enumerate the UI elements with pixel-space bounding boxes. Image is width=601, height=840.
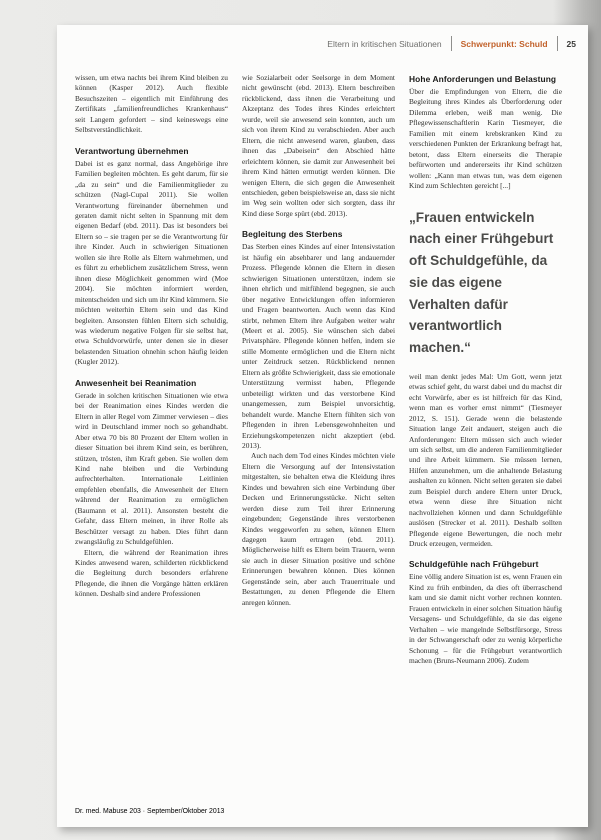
body-paragraph: Das Sterben eines Kindes auf einer Intensivstation ist häufig ein absehbarer und lang andauernder Prozess. Pflegende können die Eltern in diesen schwierigen Situationen unterstützen, indem sie ihnen ehrlich und mitfühlend begegnen, sie auch über negative Entwicklungen offen informieren und Fragen beantworten. Auch wenn das Kind stirbt, nehmen Eltern ihre Aufgaben weiter wahr (Meert et al. 2005). Sie wünschen sich dabei Privatsphäre. Pflegende können helfen, indem sie stille Momente ermöglichen und die Eltern nicht unter Zeitdruck setzen. Rückblickend nennen Eltern als größte Schwierigkeit, dass sie emotionale Unterstützung vermisst haben, Pflegende unbeteiligt wirkten und das verstorbene Kind unangemessen, zum Beispiel unvorsichtig, behandelt wurde. Manche Eltern fühlten sich von Pflegenden in ihren Lebensgewohnheiten und Erziehungskompetenzen nicht akzeptiert (ebd. 2013). — [242, 242, 395, 450]
body-paragraph: Über die Empfindungen von Eltern, die die Begleitung ihres Kindes als Überforderung oder Dilemma erleben, weiß man wenig. Die Pflegewissenschaftlerin Karin Tiesmeyer, die Familien mit einem krebskranken Kind zu verschiedenen Punkten der Erkrankung befragt hat, betont, dass Eltern einerseits die Therapie befürworten und andererseits ihr Kind schützen wollen: „Kann man etwas tun, was dem eigenen Kind zum Schlechten gereicht [...] — [409, 87, 562, 191]
section-heading: Schuldgefühle nach Frühgeburt — [409, 559, 539, 570]
text-column-1 — [75, 73, 228, 787]
section-heading: Verantwortung übernehmen — [75, 145, 189, 156]
section-heading: Hohe Anforderungen und Belastung — [409, 74, 557, 84]
body-paragraph: weil man denkt jedes Mal: Um Gott, wenn jetzt etwas schief geht, du warst dabei und du machst dir echt Vorwürfe, aber es ist hilfreich für das Kind, wenn man es vorher ernst nimmt“ (Tiesmeyer 2012, S. 151). Gerade wenn die belastende Situation lange Zeit andauert, steigen auch die Anforderungen: Eltern müssen sich auch wieder um sich selbst, um die anderen Familienmitglieder und ihre Arbeit kümmern. Sie müssen lernen, Hilfen anzunehmen, um die anhaltende Belastung aushalten zu können. Nicht selten geraten sie dabei zum Beispiel durch andere Eltern unter Druck, etwa wenn diese ihre Situation nicht nachvollziehen können und dann Schuldgefühle auslösen (Strecker et al. 2011). Deshalb sollten Pflegende eigene Bewertungen, die noch mehr Druck erzeugen, vermeiden. — [409, 371, 562, 549]
body-paragraph: Gerade in solchen kritischen Situationen wie etwa bei der Reanimation eines Kindes werden die Eltern in aller Regel vom Zimmer verwiesen – dies wird in Deutschland immer noch so gehandhabt. Aber etwa 70 bis 80 Prozent der Eltern wollen in dieser Situation bei ihrem Kind sein, es berühren, stützen, trösten, ihm Kraft geben. Sie wollen dem Kind nahe bleiben und die Verbindung aufrechterhalten. Internationale Leitlinien empfehlen ebenfalls, die Anwesenheit der Eltern während der Reanimation zu ermöglichen (Baumann et al. 2011). Ansonsten besteht die Gefahr, dass Eltern meinen, in ihrer Rolle als Beschützer versagt zu haben. Dies führt dann zwangsläufig zu Schuldgefühlen. — [75, 390, 228, 547]
pull-quote: „Frauen entwickeln nach einer Frühgeburt oft Schuldgefühle, da sie das eigene Verhalten dafür verantwortlich machen.“ — [409, 209, 554, 356]
header-divider — [451, 36, 452, 51]
body-paragraph: Eine völlig andere Situation ist es, wenn Frauen ein Kind zu früh entbinden, da dies oft überraschend kam und sie damit nicht vorher rechnen konnten. Frauen entwickeln in einer solchen Situation häufig Versagens- und Schuldgefühle, da sie das eigene Verhalten – wie mangelnde Selbstfürsorge, Stress in der Schwangerschaft oder zu wenig körperliche Schonung – für die Frühgeburt verantwortlich machen (Bruns-Neumann 2006). Zudem — [409, 572, 562, 666]
body-paragraph: wie Sozialarbeit oder Seelsorge in dem Moment nicht gewünscht (ebd. 2013). Eltern beschreiben rückblickend, dass ihnen die Verarbeitung und Akzeptanz des Todes ihres Kindes erleichtert wurde, weil sie anwesend sein konnten, auch um sich von ihrem Kind zu verabschieden. Aber auch Eltern, die nicht anwesend waren, glauben, dass ihnen das „Dabeisein“ den Abschied hätte erleichtern können, sie damit zur Anwesenheit bei ihrem Kind hätten ermutigt werden können. Die wenigen Eltern, die sich gegen die Anwesenheit entschieden, geben beispielsweise an, dass sie nicht im Weg sein wollten oder sich sorgten, dass ihr Kind diese Sorge spürt (ebd. 2013). — [242, 73, 395, 218]
footer-imprint: Dr. med. Mabuse 203 · September/Oktober 2013 — [75, 808, 225, 815]
header-divider — [557, 36, 558, 51]
section-heading: Begleitung des Sterbens — [242, 229, 343, 240]
text-column-2 — [242, 73, 395, 787]
header-section-title: Eltern in kritischen Situationen — [327, 38, 442, 49]
body-paragraph: Auch nach dem Tod eines Kindes möchten viele Eltern die Versorgung auf der Intensivstation mitgestalten, sie behalten etwa die Kleidung ihres Kindes und bewahren sich eine Verbindung über Decken und Erinnerungsstücke. Nicht selten werden diese zum Teil ihrer Erinnerung eingebunden; Gegenstände ihres verstorbenen Kindes weggeworfen zu sehen, können Eltern dagegen kaum ertragen (ebd. 2011). Möglicherweise hilft es Eltern beim Trauern, wenn sie auch in dieser Situation positive und schöne Erinnerungen bewahren können. Dies können Gegenstände sein, aber auch Trauerrituale und Bestattungen, zu denen Pflegende die Eltern anregen können. — [242, 451, 395, 607]
article-body — [75, 73, 562, 787]
section-heading: Anwesenheit bei Reanimation — [75, 377, 197, 388]
body-paragraph: Dabei ist es ganz normal, dass Angehörige ihre Familien begleiten möchten. Es geht darum, für sie „da zu sein“ und die Familienmitglieder zu schützen (Nagl-Cupal 2011). Sie wollen Verantwortung füreinander übernehmen und geraten damit nicht selten in Spannung mit dem eigenen Bedarf (ebd. 2011). Das ist besonders bei Eltern so – sie tragen per se die Verantwortung für ihre Kinder. Auch in schwierigen Situationen wollen sie ihre Rolle als Eltern wahrnehmen, und es führt zu erheblichem zusätzlichem Stress, wenn ihnen diese Möglichkeit genommen wird (Moe 2004). Sie möchten informiert werden, mitentscheiden und sich um ihr Kind kümmern. Sie möchten weiterhin Eltern sein und das Kind begleiten. Ansonsten fühlen Eltern sich schuldig, was wiederum negative Folgen für sie selbst hat, etwa Schuldvorwürfe, unter denen sie in dieser belastenden Situation ohnehin schon häufig leiden (Kugler 2012). — [75, 158, 228, 367]
text-column-3 — [409, 73, 562, 787]
body-paragraph: Eltern, die während der Reanimation ihres Kindes anwesend waren, schilderten rückblickend die Begleitung durch besonders erfahrene Pflegende, die ihnen die Vorgänge hätten erklären können. Deshalb sind andere Professionen — [75, 547, 228, 599]
page-number: 25 — [566, 38, 576, 49]
magazine-page — [57, 25, 588, 827]
header-topic-title: Schwerpunkt: Schuld — [460, 38, 548, 49]
page-header — [327, 36, 576, 51]
body-paragraph: wissen, um etwa nachts bei ihrem Kind bleiben zu können (Kasper 2012). Auch flexible Besuchszeiten – eigentlich mit Einführung des Zertifikats „familienfreundliches Krankenhaus“ seit Langem gefordert – sind keineswegs eine Selbstverständlichkeit. — [75, 73, 228, 135]
